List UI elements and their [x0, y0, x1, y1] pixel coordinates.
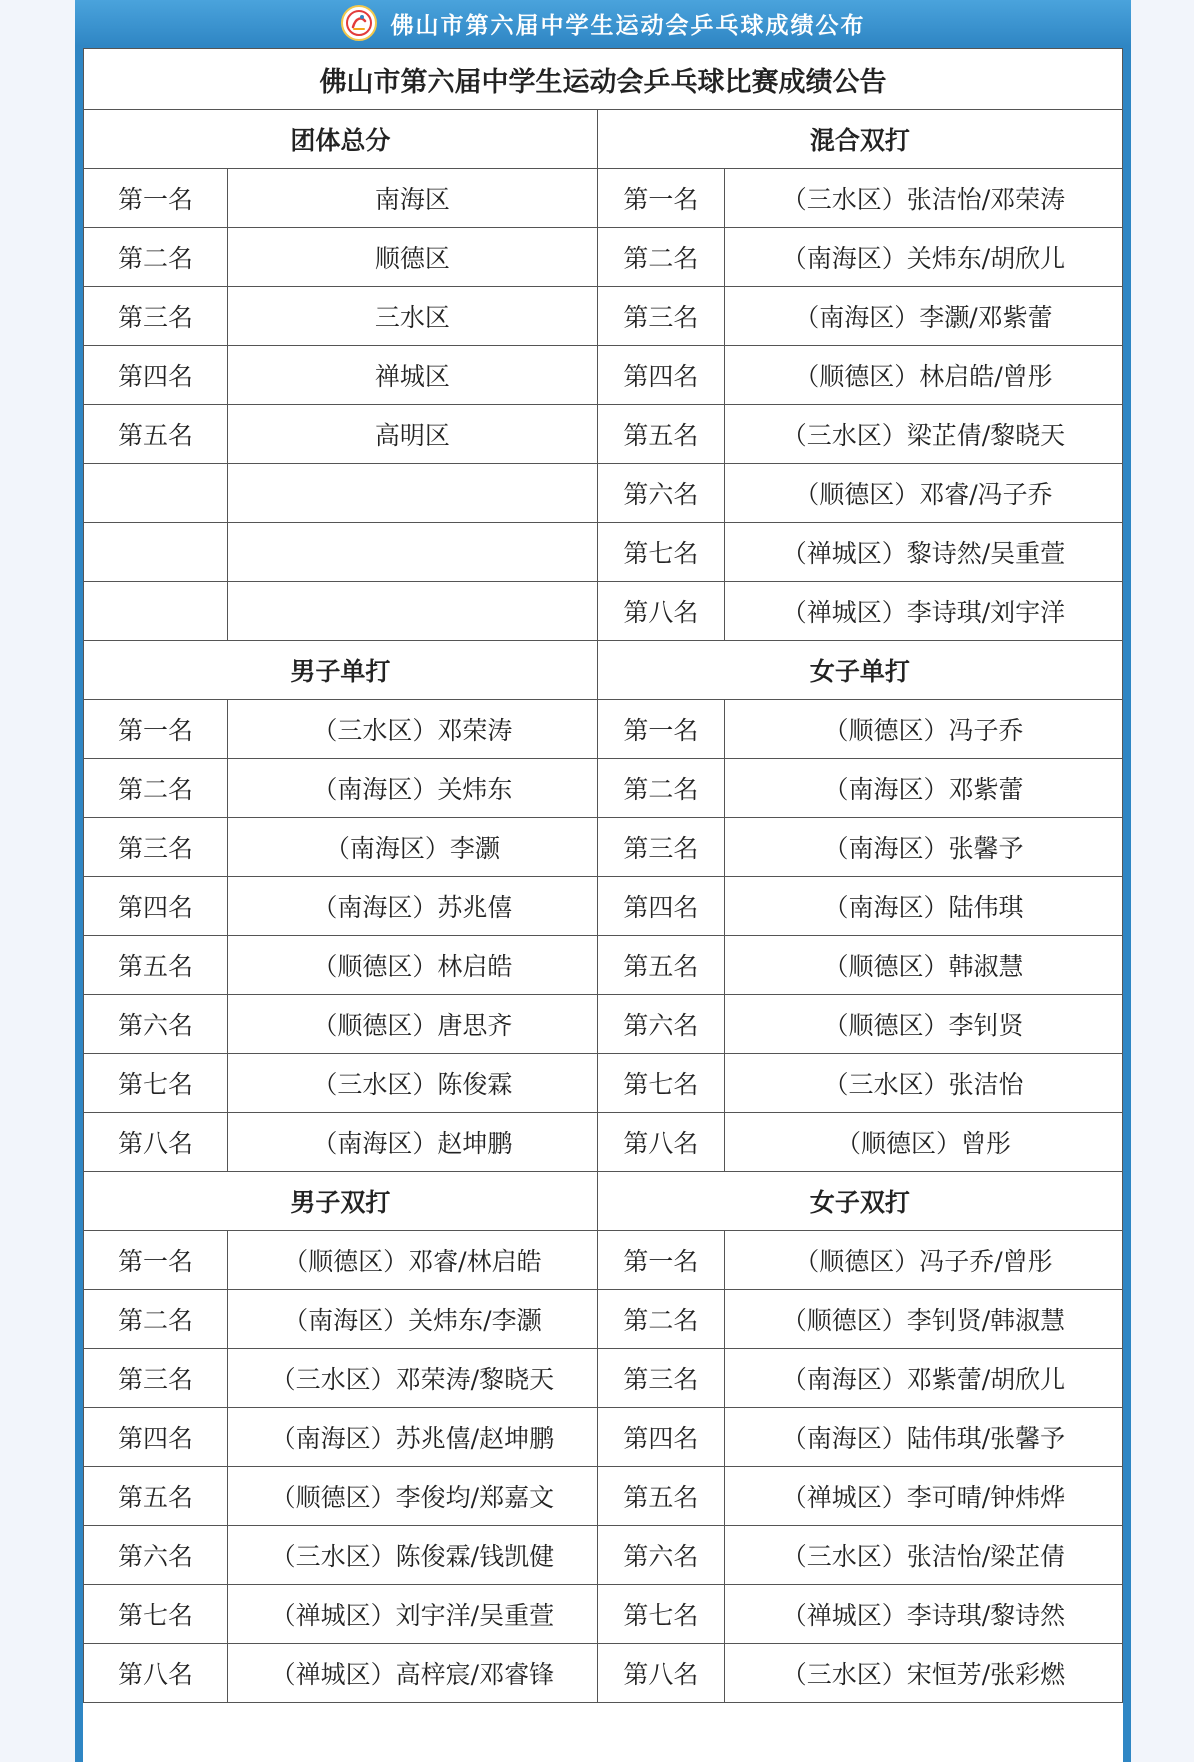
rank-cell: [84, 523, 228, 582]
name-cell: （顺德区）韩淑慧: [724, 936, 1122, 995]
name-cell: [227, 582, 597, 641]
rank-cell: 第二名: [597, 759, 724, 818]
table-row: [84, 1231, 1123, 1290]
section-heading: 女子单打: [597, 641, 1122, 700]
table-row: [84, 1349, 1123, 1408]
table-row: [84, 405, 1123, 464]
rank-cell: 第三名: [84, 1349, 228, 1408]
rank-cell: 第二名: [84, 228, 228, 287]
rank-cell: 第一名: [597, 700, 724, 759]
rank-cell: 第四名: [84, 1408, 228, 1467]
name-cell: （南海区）李灏/邓紫蕾: [724, 287, 1122, 346]
rank-cell: 第八名: [597, 582, 724, 641]
name-cell: （南海区）李灏: [227, 818, 597, 877]
rank-cell: 第二名: [597, 228, 724, 287]
rank-cell: 第三名: [84, 287, 228, 346]
games-emblem-icon: [341, 5, 377, 41]
rank-cell: 第一名: [84, 169, 228, 228]
table-row: [84, 1644, 1123, 1703]
table-row: [84, 936, 1123, 995]
name-cell: 顺德区: [227, 228, 597, 287]
name-cell: （顺德区）林启皓: [227, 936, 597, 995]
name-cell: （顺德区）李钊贤/韩淑慧: [724, 1290, 1122, 1349]
table-row: [84, 818, 1123, 877]
rank-cell: [84, 582, 228, 641]
rank-cell: 第五名: [84, 405, 228, 464]
name-cell: （禅城区）李诗琪/黎诗然: [724, 1585, 1122, 1644]
rank-cell: 第七名: [84, 1585, 228, 1644]
table-row: [84, 759, 1123, 818]
name-cell: （三水区）张洁怡/邓荣涛: [724, 169, 1122, 228]
rank-cell: 第二名: [597, 1290, 724, 1349]
section-heading: 男子双打: [84, 1172, 598, 1231]
name-cell: （三水区）邓荣涛/黎晓天: [227, 1349, 597, 1408]
name-cell: （顺德区）林启皓/曾彤: [724, 346, 1122, 405]
table-row: [84, 700, 1123, 759]
name-cell: 高明区: [227, 405, 597, 464]
name-cell: （三水区）梁芷倩/黎晓天: [724, 405, 1122, 464]
table-row: [84, 1054, 1123, 1113]
rank-cell: 第五名: [597, 936, 724, 995]
banner-title: 佛山市第六届中学生运动会乒乓球成绩公布: [390, 12, 866, 39]
table-row: [84, 1113, 1123, 1172]
rank-cell: 第八名: [84, 1113, 228, 1172]
results-table-body: [84, 49, 1123, 1703]
name-cell: 南海区: [227, 169, 597, 228]
name-cell: （南海区）关炜东/李灏: [227, 1290, 597, 1349]
name-cell: [227, 464, 597, 523]
rank-cell: 第四名: [597, 1408, 724, 1467]
name-cell: （顺德区）曾彤: [724, 1113, 1122, 1172]
section-heading-row: [84, 1172, 1123, 1231]
rank-cell: 第一名: [597, 1231, 724, 1290]
name-cell: [227, 523, 597, 582]
name-cell: （南海区）陆伟琪: [724, 877, 1122, 936]
rank-cell: 第四名: [597, 877, 724, 936]
name-cell: （顺德区）李俊均/郑嘉文: [227, 1467, 597, 1526]
table-row: [84, 287, 1123, 346]
rank-cell: 第三名: [597, 1349, 724, 1408]
name-cell: （禅城区）李诗琪/刘宇洋: [724, 582, 1122, 641]
name-cell: （南海区）关炜东: [227, 759, 597, 818]
games-emblem-graphic: [345, 9, 373, 37]
table-row: [84, 464, 1123, 523]
rank-cell: 第二名: [84, 759, 228, 818]
name-cell: （三水区）张洁怡/梁芷倩: [724, 1526, 1122, 1585]
page-frame: [75, 0, 1131, 1762]
rank-cell: 第一名: [597, 169, 724, 228]
name-cell: （顺德区）李钊贤: [724, 995, 1122, 1054]
name-cell: （三水区）陈俊霖: [227, 1054, 597, 1113]
section-heading: 团体总分: [84, 110, 598, 169]
table-row: [84, 995, 1123, 1054]
name-cell: （南海区）关炜东/胡欣儿: [724, 228, 1122, 287]
rank-cell: 第五名: [597, 405, 724, 464]
name-cell: （南海区）苏兆僖/赵坤鹏: [227, 1408, 597, 1467]
rank-cell: 第一名: [84, 1231, 228, 1290]
name-cell: （三水区）张洁怡: [724, 1054, 1122, 1113]
table-row: [84, 582, 1123, 641]
rank-cell: 第三名: [84, 818, 228, 877]
name-cell: 三水区: [227, 287, 597, 346]
rank-cell: 第七名: [597, 1585, 724, 1644]
rank-cell: 第八名: [597, 1113, 724, 1172]
name-cell: （顺德区）冯子乔: [724, 700, 1122, 759]
name-cell: （南海区）邓紫蕾: [724, 759, 1122, 818]
section-heading: 女子双打: [597, 1172, 1122, 1231]
table-row: [84, 1526, 1123, 1585]
name-cell: （南海区）陆伟琪/张馨予: [724, 1408, 1122, 1467]
rank-cell: 第七名: [597, 523, 724, 582]
rank-cell: 第六名: [597, 1526, 724, 1585]
rank-cell: 第五名: [597, 1467, 724, 1526]
rank-cell: 第六名: [597, 995, 724, 1054]
name-cell: 禅城区: [227, 346, 597, 405]
rank-cell: 第六名: [84, 1526, 228, 1585]
rank-cell: 第六名: [597, 464, 724, 523]
results-table: [83, 48, 1123, 1703]
results-sheet: [83, 48, 1123, 1762]
table-row: [84, 228, 1123, 287]
name-cell: （南海区）张馨予: [724, 818, 1122, 877]
name-cell: （三水区）邓荣涛: [227, 700, 597, 759]
table-row: [84, 1585, 1123, 1644]
name-cell: （顺德区）邓睿/林启皓: [227, 1231, 597, 1290]
rank-cell: 第七名: [597, 1054, 724, 1113]
table-row: [84, 169, 1123, 228]
name-cell: （禅城区）李可晴/钟炜烨: [724, 1467, 1122, 1526]
name-cell: （顺德区）唐思齐: [227, 995, 597, 1054]
table-row: [84, 523, 1123, 582]
section-heading-row: [84, 110, 1123, 169]
table-row: [84, 1467, 1123, 1526]
rank-cell: 第二名: [84, 1290, 228, 1349]
name-cell: （禅城区）刘宇洋/吴重萱: [227, 1585, 597, 1644]
name-cell: （顺德区）邓睿/冯子乔: [724, 464, 1122, 523]
table-row: [84, 1290, 1123, 1349]
section-heading: 混合双打: [597, 110, 1122, 169]
section-heading: 男子单打: [84, 641, 598, 700]
section-heading-row: [84, 641, 1123, 700]
table-row: [84, 877, 1123, 936]
rank-cell: 第五名: [84, 1467, 228, 1526]
rank-cell: 第四名: [84, 877, 228, 936]
name-cell: （南海区）赵坤鹏: [227, 1113, 597, 1172]
rank-cell: 第五名: [84, 936, 228, 995]
rank-cell: 第三名: [597, 287, 724, 346]
name-cell: （南海区）苏兆僖: [227, 877, 597, 936]
title-row: [84, 49, 1123, 110]
name-cell: （禅城区）高梓宸/邓睿锋: [227, 1644, 597, 1703]
rank-cell: 第四名: [84, 346, 228, 405]
name-cell: （禅城区）黎诗然/吴重萱: [724, 523, 1122, 582]
table-title: 佛山市第六届中学生运动会乒乓球比赛成绩公告: [84, 49, 1123, 110]
rank-cell: 第八名: [84, 1644, 228, 1703]
name-cell: （顺德区）冯子乔/曾彤: [724, 1231, 1122, 1290]
name-cell: （南海区）邓紫蕾/胡欣儿: [724, 1349, 1122, 1408]
rank-cell: 第六名: [84, 995, 228, 1054]
name-cell: （三水区）宋恒芳/张彩燃: [724, 1644, 1122, 1703]
table-row: [84, 1408, 1123, 1467]
name-cell: （三水区）陈俊霖/钱凯健: [227, 1526, 597, 1585]
rank-cell: 第一名: [84, 700, 228, 759]
rank-cell: 第八名: [597, 1644, 724, 1703]
banner: [75, 0, 1131, 46]
rank-cell: 第三名: [597, 818, 724, 877]
table-row: [84, 346, 1123, 405]
rank-cell: 第七名: [84, 1054, 228, 1113]
rank-cell: 第四名: [597, 346, 724, 405]
rank-cell: [84, 464, 228, 523]
